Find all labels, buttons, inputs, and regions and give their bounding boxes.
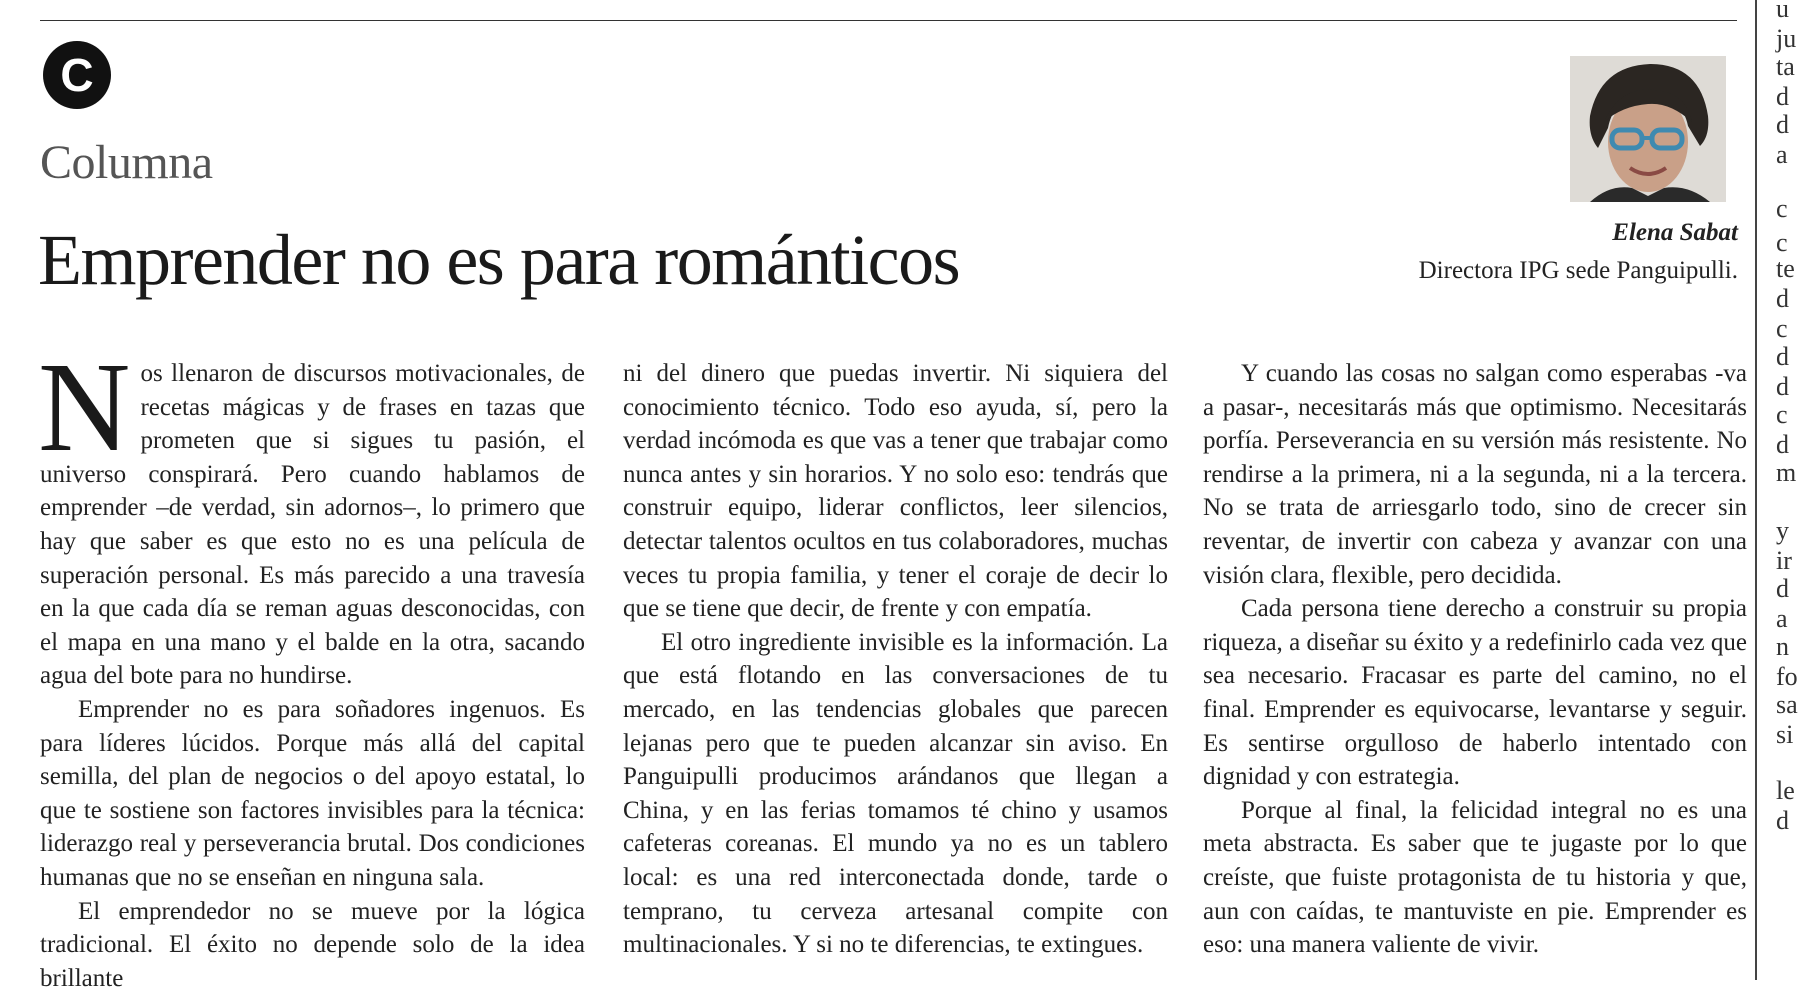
- adjacent-article-edge: [1772, 0, 1792, 980]
- edge-letter: fo: [1776, 662, 1798, 692]
- article-paragraph: Porque al final, la felicidad integral no es una meta abstracta. Es saber que te jugaste por lo que creíste, que fuiste protagonista de tu historia y que, aun con caídas, te mantuviste en pie. Emprender es eso: una manera valiente de vivir.: [1203, 794, 1747, 962]
- edge-letter: sa: [1776, 690, 1798, 720]
- edge-letter: c: [1776, 400, 1788, 430]
- edge-letter: te: [1776, 254, 1795, 284]
- article-paragraph: El otro ingrediente invisible es la información. La que está flotando en las conversaciones de tu mercado, en las tendencias globales que parecen lejanas pero que te pueden alcanzar sin aviso. En Panguipulli producimos arándanos que llegan a China, y en las ferias tomamos té chino y usamos cafeteras coreanas. El mundo ya no es un tablero local: es una red interconectada donde, tarde o temprano, tu cerveza artesanal compite con multinacionales. Y si no te diferencias, te extingues.: [623, 626, 1168, 962]
- author-name: Elena Sabat: [1612, 219, 1738, 247]
- column-badge-icon: C: [43, 41, 111, 109]
- edge-letter: ta: [1776, 52, 1795, 82]
- edge-letter: d: [1776, 372, 1789, 402]
- top-rule: [40, 20, 1737, 21]
- article-paragraph: Y cuando las cosas no salgan como esperabas -va a pasar-, necesitarás más que optimismo. Necesitarás porfía. Perseverancia en su versión más resistente. No rendirse a la primera, ni a la segunda, ni a la tercera. No se trata de arriesgarlo todo, sino de crecer sin reventar, de invertir con cabeza y avanzar con una visión clara, flexible, pero decidida.: [1203, 357, 1747, 592]
- edge-letter: c: [1776, 314, 1788, 344]
- author-portrait: [1570, 56, 1726, 202]
- edge-letter: m: [1776, 458, 1796, 488]
- edge-letter: c: [1776, 228, 1788, 258]
- edge-letter: n: [1776, 632, 1789, 662]
- author-role: Directora IPG sede Panguipulli.: [1419, 257, 1738, 285]
- edge-letter: d: [1776, 82, 1789, 112]
- article-paragraph: Emprender no es para soñadores ingenuos. Es para líderes lúcidos. Porque más allá del capital semilla, del plan de negocios o del apoyo estatal, lo que te sostiene son factores invisibles para la técnica: liderazgo real y perseverancia brutal. Dos condiciones humanas que no se enseñan en ninguna sala.: [40, 693, 585, 895]
- edge-letter: si: [1776, 720, 1793, 750]
- article-paragraph: [40, 357, 585, 693]
- edge-letter: le: [1776, 776, 1795, 806]
- edge-letter: d: [1776, 110, 1789, 140]
- edge-letter: c: [1776, 194, 1788, 224]
- edge-letter: y: [1776, 516, 1789, 546]
- paragraph-text: os llenaron de discursos motivacionales, de recetas mágicas y de frases en tazas que prometen que si sigues tu pasión, el universo conspirará. Pero cuando hablamos de emprender –de verdad, sin adornos–, lo primero que hay que saber es que esto no es una película de superación personal. Es más parecido a una travesía en la que cada día se reman aguas desconocidas, con el mapa en una mano y el balde en la otra, sacando agua del bote para no hundirse.: [40, 360, 585, 689]
- headline: Emprender no es para románticos: [38, 219, 959, 302]
- column-divider: [1755, 0, 1757, 980]
- edge-letter: ju: [1776, 24, 1796, 54]
- edge-letter: ir: [1776, 546, 1792, 576]
- article-column-3: [1203, 357, 1747, 962]
- article-paragraph: ni del dinero que puedas invertir. Ni siquiera del conocimiento técnico. Todo eso ayuda, sí, pero la verdad incómoda es que vas a tener que trabajar como nunca antes y sin horarios. Y no solo eso: tendrás que construir equipo, liderar conflictos, leer silencios, detectar talentos ocultos en tus colaboradores, muchas veces tu propia familia, y tener el coraje de decir lo que se tiene que decir, de frente y con empatía.: [623, 357, 1168, 626]
- edge-letter: d: [1776, 806, 1789, 836]
- article-paragraph: Cada persona tiene derecho a construir su propia riqueza, a diseñar su éxito y a redefinirlo cada vez que sea necesario. Fracasar es parte del camino, no el final. Emprender es equivocarse, levantarse y seguir. Es sentirse orgulloso de haberlo intentado con dignidad y con estrategia.: [1203, 592, 1747, 794]
- section-label: Columna: [40, 135, 213, 190]
- article-column-2: [623, 357, 1168, 962]
- edge-letter: a: [1776, 604, 1788, 634]
- edge-letter: u: [1776, 0, 1789, 24]
- author-photo-illustration: [1570, 56, 1726, 202]
- edge-letter: d: [1776, 284, 1789, 314]
- edge-letter: d: [1776, 342, 1789, 372]
- article-paragraph: El emprendedor no se mueve por la lógica tradicional. El éxito no depende solo de la idea brillante: [40, 895, 585, 995]
- edge-letter: d: [1776, 430, 1789, 460]
- drop-cap: N: [38, 359, 130, 455]
- article-column-1: [40, 357, 585, 995]
- edge-letter: d: [1776, 574, 1789, 604]
- edge-letter: a: [1776, 140, 1788, 170]
